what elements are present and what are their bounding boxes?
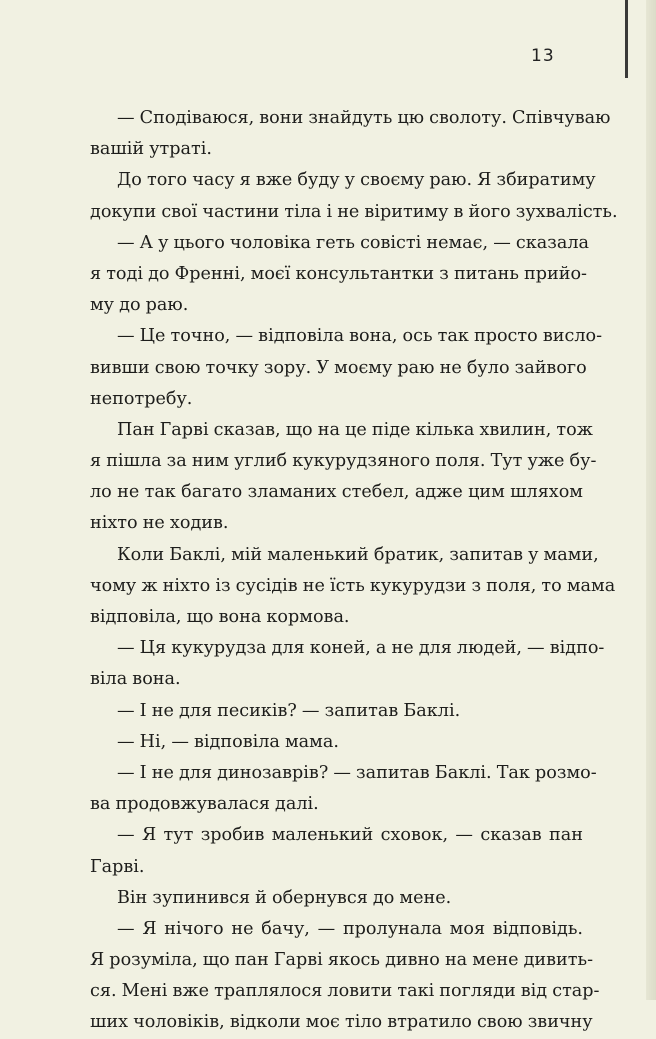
text-line: — Ця кукурудза для коней, а не для людей, — відпо- [117, 638, 605, 659]
text-line: Він зупинився й обернувся до мене. [117, 887, 452, 908]
text-line: ших чоловіків, відколи моє тіло втратило свою звичну [90, 1012, 593, 1033]
text-line: — А у цього чоловіка геть совісті немає, — сказала [117, 232, 589, 253]
text-line: — Сподіваюся, вони знайдуть цю сволоту. Співчуваю [117, 108, 611, 128]
text-line: — Ні, — відповіла мама. [117, 731, 339, 752]
text-line: я тоді до Френні, моєї консультантки з питань прийо- [90, 263, 587, 284]
text-line: ло не так багато зламаних стебел, адже цим шляхом [90, 482, 583, 503]
binding-mark [625, 0, 628, 78]
text-line: До того часу я вже буду у своєму раю. Я збиратиму [117, 170, 596, 191]
text-line: вивши свою точку зору. У моєму раю не було зайвого [90, 357, 587, 378]
text-line: ніхто не ходив. [90, 513, 229, 534]
page-number: 13 [531, 46, 555, 66]
text-line: — Я нічого не бачу, — пролунала моя відповідь. [117, 918, 583, 939]
text-line: ва продовжувалася далі. [90, 794, 319, 815]
text-line: Коли Баклі, мій маленький братик, запитав у мами, [117, 544, 599, 565]
body-text [90, 103, 618, 1039]
text-line: я пішла за ним углиб кукурудзяного поля. Тут уже бу- [90, 451, 597, 472]
text-line: Гарві. [90, 856, 145, 877]
text-line: — І не для динозаврів? — запитав Баклі. Так розмо- [117, 762, 597, 783]
page-edge [646, 0, 656, 1000]
text-line: Я розуміла, що пан Гарві якось дивно на мене дивить- [90, 950, 594, 971]
text-line: — Це точно, — відповіла вона, ось так просто вислo- [117, 326, 603, 347]
text-line: відповіла, що вона кормова. [90, 607, 350, 627]
text-line: вашій утраті. [90, 139, 212, 160]
text-line: віла вона. [90, 669, 181, 690]
text-line: му до раю. [90, 295, 189, 316]
text-line: — І не для песиків? — запитав Баклі. [117, 700, 461, 721]
text-line: докупи свої частини тіла і не віритиму в його зухвалість. [90, 201, 618, 222]
text-line: чому ж ніхто із сусідів не їсть кукурудзи з поля, то мама [90, 575, 616, 596]
text-line: — Я тут зробив маленький сховок, — сказав пан [117, 825, 583, 846]
text-line: Пан Гарві сказав, що на це піде кілька хвилин, тож [117, 419, 593, 440]
text-line: непотребу. [90, 388, 193, 409]
text-line: ся. Мені вже траплялося ловити такі погляди від стар- [90, 981, 600, 1002]
